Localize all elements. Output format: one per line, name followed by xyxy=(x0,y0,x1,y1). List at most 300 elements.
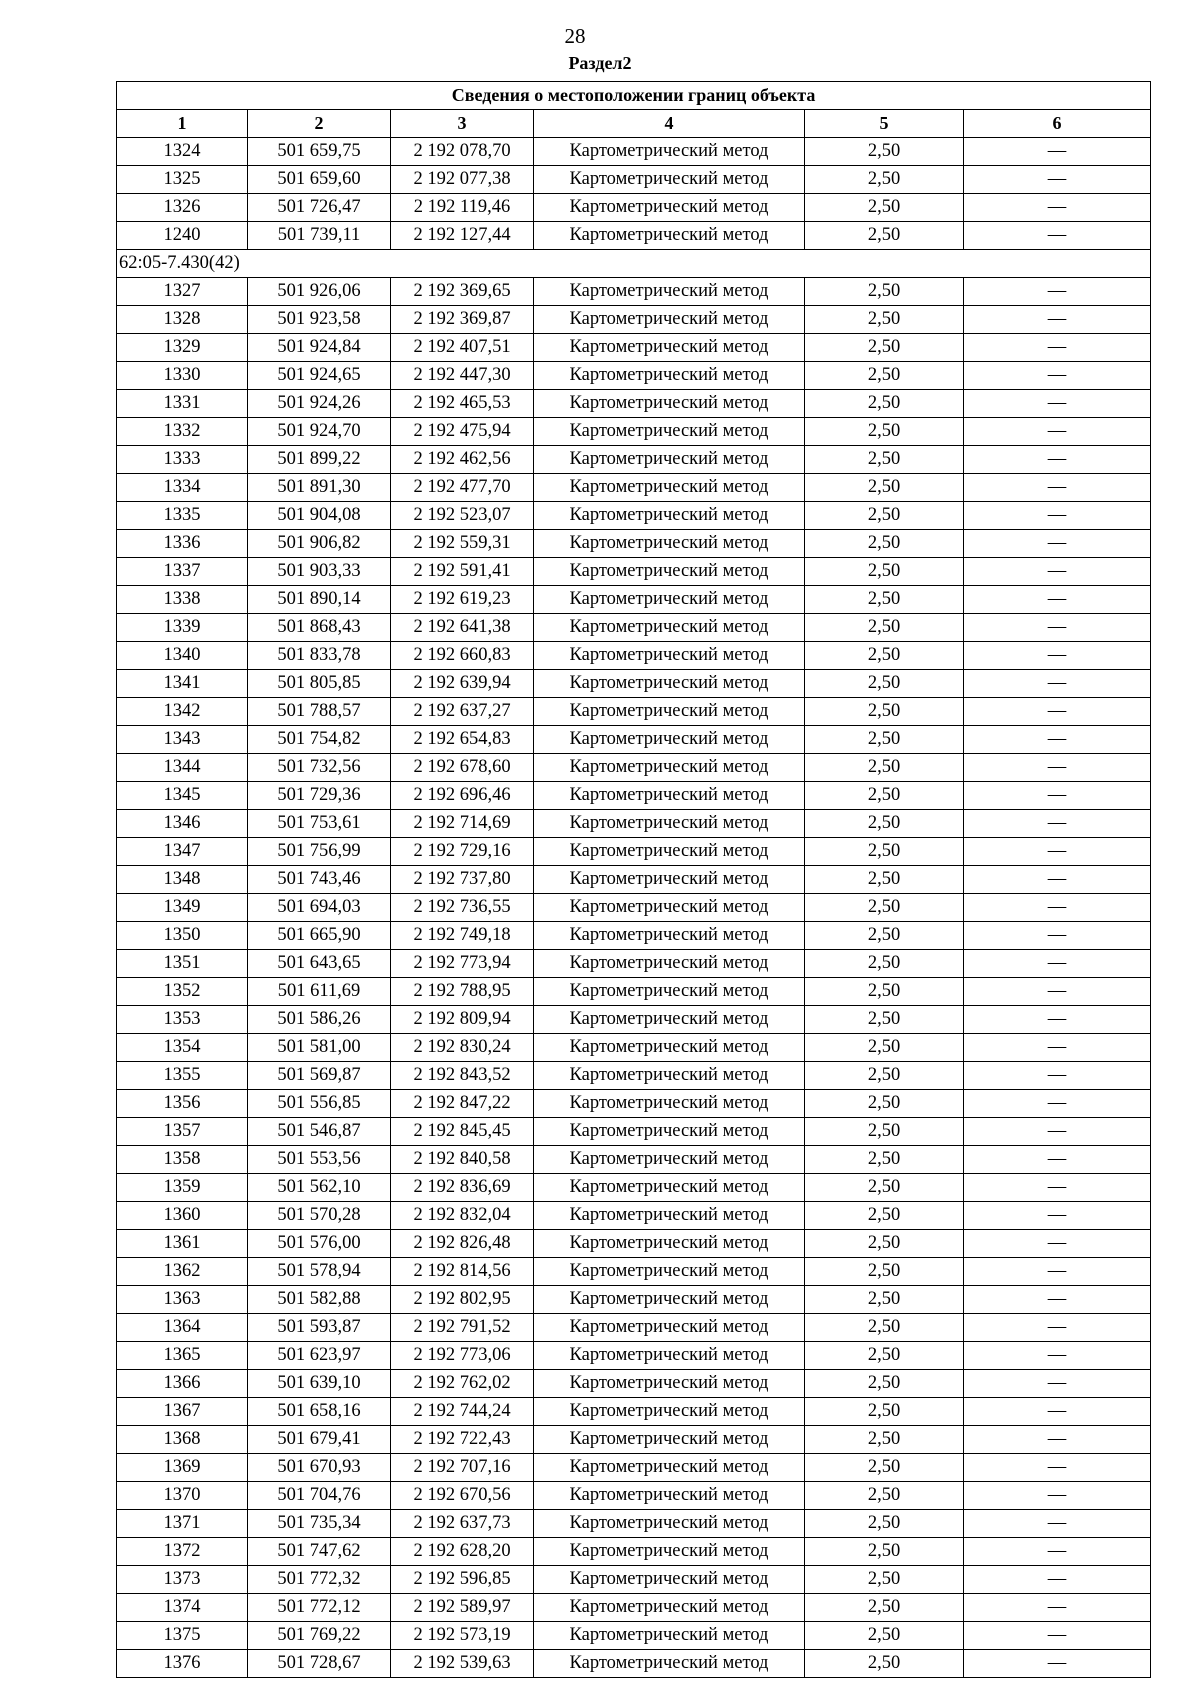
accuracy-cell: 2,50 xyxy=(805,362,964,390)
accuracy-cell: 2,50 xyxy=(805,810,964,838)
table-row xyxy=(117,1174,1151,1202)
description-cell: — xyxy=(964,1090,1151,1118)
point-number-cell: 1353 xyxy=(117,1006,248,1034)
table-row xyxy=(117,922,1151,950)
method-cell: Картометрический метод xyxy=(534,838,805,866)
x-coordinate-cell: 501 739,11 xyxy=(248,222,391,250)
y-coordinate-cell: 2 192 369,65 xyxy=(391,278,534,306)
point-number-cell: 1361 xyxy=(117,1230,248,1258)
group-row xyxy=(117,250,1151,278)
table-row xyxy=(117,1482,1151,1510)
method-cell: Картометрический метод xyxy=(534,1006,805,1034)
description-cell: — xyxy=(964,894,1151,922)
x-coordinate-cell: 501 556,85 xyxy=(248,1090,391,1118)
point-number-cell: 1366 xyxy=(117,1370,248,1398)
y-coordinate-cell: 2 192 729,16 xyxy=(391,838,534,866)
accuracy-cell: 2,50 xyxy=(805,1426,964,1454)
accuracy-cell: 2,50 xyxy=(805,894,964,922)
table-row xyxy=(117,1510,1151,1538)
method-cell: Картометрический метод xyxy=(534,670,805,698)
description-cell: — xyxy=(964,586,1151,614)
accuracy-cell: 2,50 xyxy=(805,278,964,306)
y-coordinate-cell: 2 192 791,52 xyxy=(391,1314,534,1342)
description-cell: — xyxy=(964,1230,1151,1258)
accuracy-cell: 2,50 xyxy=(805,474,964,502)
accuracy-cell: 2,50 xyxy=(805,1398,964,1426)
point-number-cell: 1351 xyxy=(117,950,248,978)
x-coordinate-cell: 501 756,99 xyxy=(248,838,391,866)
y-coordinate-cell: 2 192 475,94 xyxy=(391,418,534,446)
description-cell: — xyxy=(964,306,1151,334)
table-row xyxy=(117,334,1151,362)
point-number-cell: 1344 xyxy=(117,754,248,782)
method-cell: Картометрический метод xyxy=(534,1482,805,1510)
table-row xyxy=(117,502,1151,530)
point-number-cell: 1329 xyxy=(117,334,248,362)
description-cell: — xyxy=(964,698,1151,726)
accuracy-cell: 2,50 xyxy=(805,978,964,1006)
description-cell: — xyxy=(964,614,1151,642)
table-row xyxy=(117,194,1151,222)
table-row xyxy=(117,838,1151,866)
accuracy-cell: 2,50 xyxy=(805,1454,964,1482)
accuracy-cell: 2,50 xyxy=(805,390,964,418)
point-number-cell: 1371 xyxy=(117,1510,248,1538)
y-coordinate-cell: 2 192 127,44 xyxy=(391,222,534,250)
y-coordinate-cell: 2 192 559,31 xyxy=(391,530,534,558)
table-row xyxy=(117,1342,1151,1370)
description-cell: — xyxy=(964,726,1151,754)
accuracy-cell: 2,50 xyxy=(805,418,964,446)
y-coordinate-cell: 2 192 447,30 xyxy=(391,362,534,390)
point-number-cell: 1334 xyxy=(117,474,248,502)
method-cell: Картометрический метод xyxy=(534,558,805,586)
description-cell: — xyxy=(964,222,1151,250)
table-row xyxy=(117,1146,1151,1174)
point-number-cell: 1343 xyxy=(117,726,248,754)
description-cell: — xyxy=(964,1314,1151,1342)
method-cell: Картометрический метод xyxy=(534,1454,805,1482)
point-number-cell: 1327 xyxy=(117,278,248,306)
table-row xyxy=(117,1090,1151,1118)
x-coordinate-cell: 501 906,82 xyxy=(248,530,391,558)
method-cell: Картометрический метод xyxy=(534,474,805,502)
column-header-row xyxy=(117,110,1151,138)
x-coordinate-cell: 501 899,22 xyxy=(248,446,391,474)
table-row xyxy=(117,1118,1151,1146)
accuracy-cell: 2,50 xyxy=(805,446,964,474)
table-row xyxy=(117,1426,1151,1454)
description-cell: — xyxy=(964,390,1151,418)
x-coordinate-cell: 501 924,70 xyxy=(248,418,391,446)
method-cell: Картометрический метод xyxy=(534,1370,805,1398)
point-number-cell: 1332 xyxy=(117,418,248,446)
y-coordinate-cell: 2 192 077,38 xyxy=(391,166,534,194)
x-coordinate-cell: 501 570,28 xyxy=(248,1202,391,1230)
column-header-2: 2 xyxy=(248,110,391,138)
column-header-3: 3 xyxy=(391,110,534,138)
accuracy-cell: 2,50 xyxy=(805,1342,964,1370)
table-row xyxy=(117,1230,1151,1258)
description-cell: — xyxy=(964,1034,1151,1062)
accuracy-cell: 2,50 xyxy=(805,1594,964,1622)
description-cell: — xyxy=(964,1594,1151,1622)
y-coordinate-cell: 2 192 722,43 xyxy=(391,1426,534,1454)
x-coordinate-cell: 501 639,10 xyxy=(248,1370,391,1398)
accuracy-cell: 2,50 xyxy=(805,782,964,810)
accuracy-cell: 2,50 xyxy=(805,1510,964,1538)
accuracy-cell: 2,50 xyxy=(805,1622,964,1650)
description-cell: — xyxy=(964,782,1151,810)
accuracy-cell: 2,50 xyxy=(805,558,964,586)
point-number-cell: 1348 xyxy=(117,866,248,894)
table-title: Сведения о местоположении границ объекта xyxy=(117,82,1151,110)
method-cell: Картометрический метод xyxy=(534,922,805,950)
method-cell: Картометрический метод xyxy=(534,810,805,838)
description-cell: — xyxy=(964,978,1151,1006)
y-coordinate-cell: 2 192 119,46 xyxy=(391,194,534,222)
point-number-cell: 1325 xyxy=(117,166,248,194)
method-cell: Картометрический метод xyxy=(534,530,805,558)
accuracy-cell: 2,50 xyxy=(805,1118,964,1146)
x-coordinate-cell: 501 772,32 xyxy=(248,1566,391,1594)
point-number-cell: 1369 xyxy=(117,1454,248,1482)
description-cell: — xyxy=(964,1482,1151,1510)
x-coordinate-cell: 501 769,22 xyxy=(248,1622,391,1650)
table-row xyxy=(117,586,1151,614)
y-coordinate-cell: 2 192 477,70 xyxy=(391,474,534,502)
y-coordinate-cell: 2 192 639,94 xyxy=(391,670,534,698)
x-coordinate-cell: 501 643,65 xyxy=(248,950,391,978)
accuracy-cell: 2,50 xyxy=(805,1034,964,1062)
method-cell: Картометрический метод xyxy=(534,978,805,1006)
accuracy-cell: 2,50 xyxy=(805,1538,964,1566)
description-cell: — xyxy=(964,362,1151,390)
table-row xyxy=(117,1034,1151,1062)
description-cell: — xyxy=(964,558,1151,586)
point-number-cell: 1345 xyxy=(117,782,248,810)
accuracy-cell: 2,50 xyxy=(805,614,964,642)
description-cell: — xyxy=(964,810,1151,838)
method-cell: Картометрический метод xyxy=(534,1034,805,1062)
table-row xyxy=(117,950,1151,978)
x-coordinate-cell: 501 743,46 xyxy=(248,866,391,894)
y-coordinate-cell: 2 192 832,04 xyxy=(391,1202,534,1230)
description-cell: — xyxy=(964,1062,1151,1090)
method-cell: Картометрический метод xyxy=(534,586,805,614)
table-row xyxy=(117,1062,1151,1090)
point-number-cell: 1355 xyxy=(117,1062,248,1090)
table-row xyxy=(117,614,1151,642)
y-coordinate-cell: 2 192 523,07 xyxy=(391,502,534,530)
column-header-1: 1 xyxy=(117,110,248,138)
x-coordinate-cell: 501 578,94 xyxy=(248,1258,391,1286)
method-cell: Картометрический метод xyxy=(534,1566,805,1594)
y-coordinate-cell: 2 192 628,20 xyxy=(391,1538,534,1566)
method-cell: Картометрический метод xyxy=(534,278,805,306)
table-row xyxy=(117,1594,1151,1622)
table-row xyxy=(117,866,1151,894)
accuracy-cell: 2,50 xyxy=(805,138,964,166)
section-title: Раздел2 xyxy=(568,53,632,73)
point-number-cell: 1352 xyxy=(117,978,248,1006)
accuracy-cell: 2,50 xyxy=(805,1146,964,1174)
x-coordinate-cell: 501 729,36 xyxy=(248,782,391,810)
description-cell: — xyxy=(964,194,1151,222)
y-coordinate-cell: 2 192 707,16 xyxy=(391,1454,534,1482)
y-coordinate-cell: 2 192 843,52 xyxy=(391,1062,534,1090)
point-number-cell: 1373 xyxy=(117,1566,248,1594)
y-coordinate-cell: 2 192 369,87 xyxy=(391,306,534,334)
x-coordinate-cell: 501 904,08 xyxy=(248,502,391,530)
point-number-cell: 1360 xyxy=(117,1202,248,1230)
accuracy-cell: 2,50 xyxy=(805,1006,964,1034)
description-cell: — xyxy=(964,922,1151,950)
method-cell: Картометрический метод xyxy=(534,1538,805,1566)
accuracy-cell: 2,50 xyxy=(805,194,964,222)
point-number-cell: 1240 xyxy=(117,222,248,250)
y-coordinate-cell: 2 192 637,27 xyxy=(391,698,534,726)
method-cell: Картометрический метод xyxy=(534,894,805,922)
x-coordinate-cell: 501 924,65 xyxy=(248,362,391,390)
method-cell: Картометрический метод xyxy=(534,1342,805,1370)
y-coordinate-cell: 2 192 539,63 xyxy=(391,1650,534,1678)
method-cell: Картометрический метод xyxy=(534,726,805,754)
description-cell: — xyxy=(964,642,1151,670)
method-cell: Картометрический метод xyxy=(534,222,805,250)
description-cell: — xyxy=(964,1286,1151,1314)
point-number-cell: 1358 xyxy=(117,1146,248,1174)
y-coordinate-cell: 2 192 654,83 xyxy=(391,726,534,754)
y-coordinate-cell: 2 192 826,48 xyxy=(391,1230,534,1258)
description-cell: — xyxy=(964,446,1151,474)
description-cell: — xyxy=(964,474,1151,502)
x-coordinate-cell: 501 903,33 xyxy=(248,558,391,586)
y-coordinate-cell: 2 192 078,70 xyxy=(391,138,534,166)
point-number-cell: 1374 xyxy=(117,1594,248,1622)
table-row xyxy=(117,558,1151,586)
accuracy-cell: 2,50 xyxy=(805,922,964,950)
description-cell: — xyxy=(964,166,1151,194)
point-number-cell: 1340 xyxy=(117,642,248,670)
x-coordinate-cell: 501 659,60 xyxy=(248,166,391,194)
y-coordinate-cell: 2 192 696,46 xyxy=(391,782,534,810)
x-coordinate-cell: 501 926,06 xyxy=(248,278,391,306)
x-coordinate-cell: 501 582,88 xyxy=(248,1286,391,1314)
y-coordinate-cell: 2 192 678,60 xyxy=(391,754,534,782)
x-coordinate-cell: 501 576,00 xyxy=(248,1230,391,1258)
method-cell: Картометрический метод xyxy=(534,642,805,670)
y-coordinate-cell: 2 192 809,94 xyxy=(391,1006,534,1034)
y-coordinate-cell: 2 192 637,73 xyxy=(391,1510,534,1538)
point-number-cell: 1363 xyxy=(117,1286,248,1314)
point-number-cell: 1376 xyxy=(117,1650,248,1678)
point-number-cell: 1350 xyxy=(117,922,248,950)
table-body xyxy=(117,138,1151,1678)
x-coordinate-cell: 501 732,56 xyxy=(248,754,391,782)
point-number-cell: 1324 xyxy=(117,138,248,166)
table-row xyxy=(117,810,1151,838)
table-row xyxy=(117,1454,1151,1482)
x-coordinate-cell: 501 772,12 xyxy=(248,1594,391,1622)
y-coordinate-cell: 2 192 619,23 xyxy=(391,586,534,614)
column-header-4: 4 xyxy=(534,110,805,138)
x-coordinate-cell: 501 553,56 xyxy=(248,1146,391,1174)
accuracy-cell: 2,50 xyxy=(805,166,964,194)
point-number-cell: 1342 xyxy=(117,698,248,726)
point-number-cell: 1375 xyxy=(117,1622,248,1650)
method-cell: Картометрический метод xyxy=(534,362,805,390)
x-coordinate-cell: 501 679,41 xyxy=(248,1426,391,1454)
y-coordinate-cell: 2 192 596,85 xyxy=(391,1566,534,1594)
description-cell: — xyxy=(964,1454,1151,1482)
accuracy-cell: 2,50 xyxy=(805,866,964,894)
method-cell: Картометрический метод xyxy=(534,1258,805,1286)
description-cell: — xyxy=(964,1174,1151,1202)
method-cell: Картометрический метод xyxy=(534,502,805,530)
method-cell: Картометрический метод xyxy=(534,698,805,726)
x-coordinate-cell: 501 586,26 xyxy=(248,1006,391,1034)
table-row xyxy=(117,138,1151,166)
table-row xyxy=(117,474,1151,502)
y-coordinate-cell: 2 192 814,56 xyxy=(391,1258,534,1286)
description-cell: — xyxy=(964,838,1151,866)
point-number-cell: 1368 xyxy=(117,1426,248,1454)
point-number-cell: 1333 xyxy=(117,446,248,474)
y-coordinate-cell: 2 192 762,02 xyxy=(391,1370,534,1398)
table-row xyxy=(117,978,1151,1006)
table-row xyxy=(117,1650,1151,1678)
description-cell: — xyxy=(964,1342,1151,1370)
description-cell: — xyxy=(964,1538,1151,1566)
method-cell: Картометрический метод xyxy=(534,1146,805,1174)
accuracy-cell: 2,50 xyxy=(805,1482,964,1510)
point-number-cell: 1331 xyxy=(117,390,248,418)
x-coordinate-cell: 501 747,62 xyxy=(248,1538,391,1566)
x-coordinate-cell: 501 658,16 xyxy=(248,1398,391,1426)
table-row xyxy=(117,698,1151,726)
method-cell: Картометрический метод xyxy=(534,1594,805,1622)
accuracy-cell: 2,50 xyxy=(805,1650,964,1678)
y-coordinate-cell: 2 192 670,56 xyxy=(391,1482,534,1510)
point-number-cell: 1362 xyxy=(117,1258,248,1286)
table-row xyxy=(117,390,1151,418)
y-coordinate-cell: 2 192 736,55 xyxy=(391,894,534,922)
point-number-cell: 1365 xyxy=(117,1342,248,1370)
accuracy-cell: 2,50 xyxy=(805,334,964,362)
table-row xyxy=(117,1314,1151,1342)
method-cell: Картометрический метод xyxy=(534,138,805,166)
table-row xyxy=(117,1398,1151,1426)
x-coordinate-cell: 501 581,00 xyxy=(248,1034,391,1062)
x-coordinate-cell: 501 665,90 xyxy=(248,922,391,950)
x-coordinate-cell: 501 569,87 xyxy=(248,1062,391,1090)
point-number-cell: 1337 xyxy=(117,558,248,586)
point-number-cell: 1346 xyxy=(117,810,248,838)
method-cell: Картометрический метод xyxy=(534,1286,805,1314)
y-coordinate-cell: 2 192 573,19 xyxy=(391,1622,534,1650)
point-number-cell: 1357 xyxy=(117,1118,248,1146)
table-row xyxy=(117,446,1151,474)
accuracy-cell: 2,50 xyxy=(805,1174,964,1202)
point-number-cell: 1349 xyxy=(117,894,248,922)
method-cell: Картометрический метод xyxy=(534,1202,805,1230)
group-label: 62:05-7.430(42) xyxy=(117,250,1151,278)
table-row xyxy=(117,754,1151,782)
y-coordinate-cell: 2 192 836,69 xyxy=(391,1174,534,1202)
y-coordinate-cell: 2 192 830,24 xyxy=(391,1034,534,1062)
description-cell: — xyxy=(964,334,1151,362)
x-coordinate-cell: 501 670,93 xyxy=(248,1454,391,1482)
table-row xyxy=(117,1622,1151,1650)
accuracy-cell: 2,50 xyxy=(805,1370,964,1398)
x-coordinate-cell: 501 694,03 xyxy=(248,894,391,922)
x-coordinate-cell: 501 623,97 xyxy=(248,1342,391,1370)
description-cell: — xyxy=(964,1650,1151,1678)
y-coordinate-cell: 2 192 788,95 xyxy=(391,978,534,1006)
description-cell: — xyxy=(964,1202,1151,1230)
description-cell: — xyxy=(964,418,1151,446)
accuracy-cell: 2,50 xyxy=(805,1314,964,1342)
description-cell: — xyxy=(964,1622,1151,1650)
y-coordinate-cell: 2 192 660,83 xyxy=(391,642,534,670)
method-cell: Картометрический метод xyxy=(534,1174,805,1202)
y-coordinate-cell: 2 192 840,58 xyxy=(391,1146,534,1174)
accuracy-cell: 2,50 xyxy=(805,530,964,558)
point-number-cell: 1356 xyxy=(117,1090,248,1118)
description-cell: — xyxy=(964,1510,1151,1538)
x-coordinate-cell: 501 753,61 xyxy=(248,810,391,838)
point-number-cell: 1367 xyxy=(117,1398,248,1426)
x-coordinate-cell: 501 611,69 xyxy=(248,978,391,1006)
x-coordinate-cell: 501 924,26 xyxy=(248,390,391,418)
x-coordinate-cell: 501 805,85 xyxy=(248,670,391,698)
point-number-cell: 1347 xyxy=(117,838,248,866)
x-coordinate-cell: 501 704,76 xyxy=(248,1482,391,1510)
y-coordinate-cell: 2 192 465,53 xyxy=(391,390,534,418)
x-coordinate-cell: 501 659,75 xyxy=(248,138,391,166)
method-cell: Картометрический метод xyxy=(534,446,805,474)
description-cell: — xyxy=(964,866,1151,894)
table-row xyxy=(117,418,1151,446)
column-header-6: 6 xyxy=(964,110,1151,138)
x-coordinate-cell: 501 726,47 xyxy=(248,194,391,222)
accuracy-cell: 2,50 xyxy=(805,642,964,670)
point-number-cell: 1372 xyxy=(117,1538,248,1566)
x-coordinate-cell: 501 833,78 xyxy=(248,642,391,670)
description-cell: — xyxy=(964,502,1151,530)
method-cell: Картометрический метод xyxy=(534,1622,805,1650)
accuracy-cell: 2,50 xyxy=(805,1090,964,1118)
method-cell: Картометрический метод xyxy=(534,1230,805,1258)
x-coordinate-cell: 501 593,87 xyxy=(248,1314,391,1342)
accuracy-cell: 2,50 xyxy=(805,698,964,726)
x-coordinate-cell: 501 868,43 xyxy=(248,614,391,642)
table-row xyxy=(117,166,1151,194)
point-number-cell: 1335 xyxy=(117,502,248,530)
y-coordinate-cell: 2 192 847,22 xyxy=(391,1090,534,1118)
x-coordinate-cell: 501 754,82 xyxy=(248,726,391,754)
description-cell: — xyxy=(964,1258,1151,1286)
x-coordinate-cell: 501 735,34 xyxy=(248,1510,391,1538)
table-row xyxy=(117,1006,1151,1034)
description-cell: — xyxy=(964,754,1151,782)
method-cell: Картометрический метод xyxy=(534,306,805,334)
accuracy-cell: 2,50 xyxy=(805,1202,964,1230)
table-row xyxy=(117,530,1151,558)
description-cell: — xyxy=(964,1566,1151,1594)
point-number-cell: 1338 xyxy=(117,586,248,614)
